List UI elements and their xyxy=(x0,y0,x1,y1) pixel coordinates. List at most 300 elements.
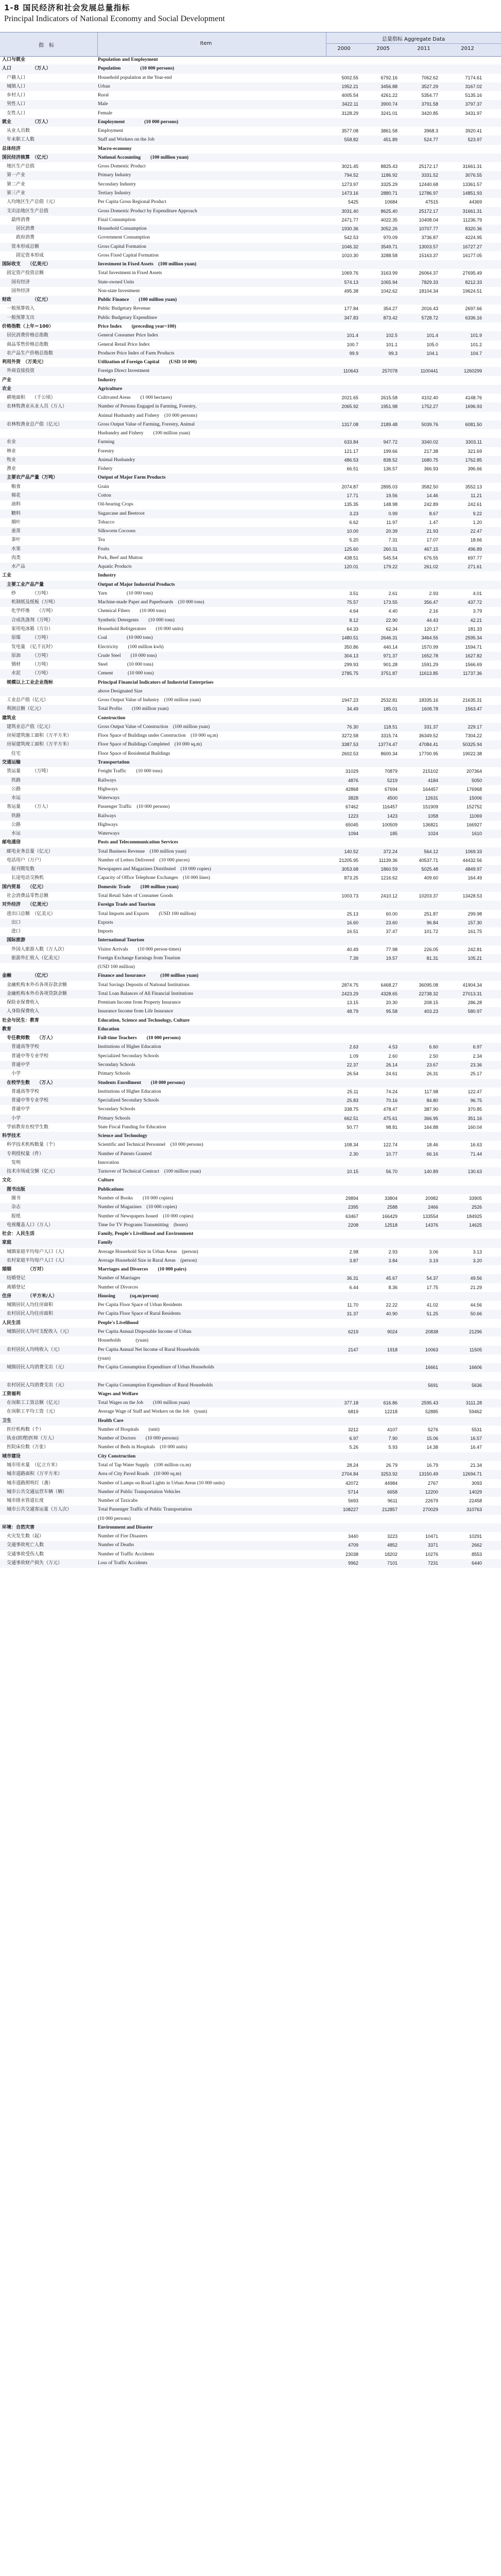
table-row xyxy=(0,1114,501,1123)
value-cell: 331.37 xyxy=(424,724,438,730)
table-row xyxy=(0,1310,501,1318)
table-row xyxy=(0,438,501,447)
indicator-en: Wages and Welfare xyxy=(98,1391,139,1397)
indicator-en: (USD 100 million) xyxy=(98,964,135,970)
section-row xyxy=(0,118,501,127)
value-cell: 176968 xyxy=(466,786,482,792)
indicator-en: Grain xyxy=(98,484,109,489)
indicator-cn: 金融机构本外币各项存款余额 xyxy=(2,982,67,988)
table-row xyxy=(0,135,501,144)
value-cell: 9.22 xyxy=(473,511,482,516)
indicator-cn: 农林牧渔业从业人员（万人） xyxy=(2,404,67,410)
value-cell: 3.51 xyxy=(349,590,358,596)
indicator-en: Railways xyxy=(98,777,116,783)
value-cell: 3021.45 xyxy=(341,164,358,170)
value-cell: 14.46 xyxy=(426,493,438,499)
value-cell: 2602.53 xyxy=(341,751,358,756)
value-cell: 26.79 xyxy=(386,1462,398,1468)
value-cell: 3422.11 xyxy=(342,101,358,107)
section-row xyxy=(0,679,501,687)
value-cell: 0.99 xyxy=(388,511,398,516)
indicator-cn: 蚕茧 xyxy=(2,529,21,534)
indicator-en: (yuan) xyxy=(98,1355,111,1361)
value-cell: 3167.02 xyxy=(465,83,482,89)
indicator-en: Staff and Workers on the Job xyxy=(98,137,154,143)
section-row xyxy=(0,1239,501,1247)
indicator-en: Exports xyxy=(98,920,113,925)
value-cell: 11.70 xyxy=(347,1302,358,1308)
value-cell: 27013.31 xyxy=(462,991,482,996)
value-cell: 122.47 xyxy=(468,1089,482,1094)
table-row xyxy=(0,634,501,642)
table-row xyxy=(0,705,501,714)
value-cell: 366.93 xyxy=(424,466,438,472)
indicator-en: Number of Persons Engaged in Farming, Forestry, xyxy=(98,404,197,410)
header-indicator: 指 标 xyxy=(39,43,54,48)
value-cell: 558.82 xyxy=(344,137,358,143)
table-row xyxy=(0,456,501,465)
table-row xyxy=(0,1248,501,1257)
value-cell: 99.3 xyxy=(388,350,398,356)
value-cell: 62.34 xyxy=(386,626,398,632)
table-row xyxy=(0,1434,501,1443)
value-cell: 41.02 xyxy=(426,1302,438,1308)
table-row xyxy=(0,776,501,785)
indicator-cn: 国外经济 xyxy=(2,288,30,294)
indicator-en: Average Household Size in Rural Areas (person) xyxy=(98,1258,197,1263)
indicator-en: Final Consumption xyxy=(98,217,136,223)
value-cell: 10291 xyxy=(469,1534,482,1539)
indicator-cn: 邮电通信 xyxy=(2,840,21,845)
value-cell: 11236.79 xyxy=(463,217,482,223)
table-row xyxy=(0,331,501,340)
value-cell: 10063 xyxy=(425,1347,438,1352)
value-cell: 26.14 xyxy=(386,1062,398,1068)
value-cell: 33905 xyxy=(469,1196,482,1201)
table-row xyxy=(0,510,501,518)
value-cell: 16.57 xyxy=(470,1436,482,1442)
value-cell: 838.52 xyxy=(383,457,398,463)
indicator-cn: 固定资本形成 xyxy=(2,252,44,258)
value-cell: 5002.55 xyxy=(341,75,358,80)
table-row xyxy=(0,1363,501,1372)
indicator-en: Railways xyxy=(98,813,116,819)
value-cell: 40.49 xyxy=(347,946,358,952)
indicator-en: Households (yuan) xyxy=(98,1338,149,1344)
value-cell: 22738.32 xyxy=(419,991,438,996)
value-cell: 370.85 xyxy=(468,1107,482,1112)
indicator-cn: 建筑业 xyxy=(2,715,16,721)
value-cell: 5.26 xyxy=(349,1445,358,1450)
value-cell: 12694.71 xyxy=(462,1471,482,1477)
indicator-en: Output of Major Industrial Products xyxy=(98,582,175,587)
section-row xyxy=(0,901,501,909)
value-cell: 18.66 xyxy=(470,537,482,543)
value-cell: 125.60 xyxy=(344,546,358,552)
value-cell: 1065.94 xyxy=(381,279,398,285)
value-cell: 8320.36 xyxy=(465,226,482,232)
value-cell: 242.61 xyxy=(468,502,482,507)
section-row xyxy=(0,1176,501,1185)
indicator-en: Number of Lamps on Road Lights in Urban Areas (10 000 units) xyxy=(98,1480,225,1486)
value-cell: 16.79 xyxy=(426,1462,438,1468)
value-cell: 2471.77 xyxy=(341,217,358,223)
indicator-cn: 农业 xyxy=(2,386,12,392)
value-cell: 118.51 xyxy=(384,724,398,730)
indicator-en: Coal (10 000 tons) xyxy=(98,635,153,641)
value-cell: 1010.30 xyxy=(341,252,358,258)
value-cell: 22679 xyxy=(425,1498,438,1504)
indicator-en: Per Capita Annual Net Income of Rural Households xyxy=(98,1347,200,1352)
indicator-en: Population and Employment xyxy=(98,57,158,62)
value-cell: 31661.31 xyxy=(462,208,482,214)
value-cell: 437.72 xyxy=(468,600,482,605)
value-cell: 14029 xyxy=(469,1489,482,1495)
value-cell: 270029 xyxy=(422,1507,438,1513)
value-cell: 5636 xyxy=(471,1382,482,1388)
value-cell: 4005.54 xyxy=(341,93,358,98)
value-cell: 4224.95 xyxy=(465,235,482,241)
value-cell: 387.90 xyxy=(424,1107,438,1112)
indicator-cn: 杂志 xyxy=(2,1205,21,1210)
value-cell: 3968.3 xyxy=(424,128,438,134)
indicator-cn: 水果 xyxy=(2,546,21,552)
value-cell: 3331.52 xyxy=(421,173,438,178)
section-row xyxy=(0,154,501,162)
value-cell: 3340.02 xyxy=(421,439,438,445)
value-cell: 2704.84 xyxy=(341,1471,358,1477)
value-cell: 1951.98 xyxy=(381,404,398,410)
table-row xyxy=(0,1381,501,1390)
table-row xyxy=(0,998,501,1007)
value-cell: 11.21 xyxy=(471,493,482,499)
table-row xyxy=(0,794,501,803)
value-cell: 3791.58 xyxy=(421,101,438,107)
value-cell: 101.2 xyxy=(470,342,482,347)
indicator-cn: 国内贸易 （亿元） xyxy=(2,884,46,890)
value-cell: 20982 xyxy=(425,1196,438,1201)
table-row xyxy=(0,1105,501,1114)
value-cell: 351.16 xyxy=(468,1115,482,1121)
section-row xyxy=(0,56,501,64)
indicator-cn: 油料 xyxy=(2,502,21,507)
value-cell: 181.33 xyxy=(468,626,482,632)
indicator-en: Foreign Direct Investment xyxy=(98,368,150,374)
value-cell: 16.60 xyxy=(347,920,358,925)
value-cell: 523.97 xyxy=(468,137,482,143)
value-cell: 22.47 xyxy=(470,529,482,534)
value-cell: 5693 xyxy=(348,1498,358,1504)
indicator-cn: 农村居民人均消费支出（元） xyxy=(2,1382,67,1388)
value-cell: 99.9 xyxy=(349,350,358,356)
value-cell: 23.60 xyxy=(386,920,398,925)
table-row xyxy=(0,287,501,296)
value-cell: 40.90 xyxy=(386,1311,398,1317)
section-row xyxy=(0,1132,501,1141)
value-cell: 1952.21 xyxy=(341,83,358,89)
value-cell: 5728.72 xyxy=(421,315,438,320)
value-cell: 26.54 xyxy=(347,1071,358,1077)
value-cell: 3.20 xyxy=(473,1258,482,1263)
indicator-en: Newspapers and Magazines Distributed (10 000 copies) xyxy=(98,867,211,872)
indicator-cn: 农村居民人均纯收入（元） xyxy=(2,1347,63,1352)
indicator-cn: 第一产业 xyxy=(2,173,26,178)
value-cell: 84.80 xyxy=(426,1098,438,1104)
value-cell: 101.72 xyxy=(424,929,438,935)
value-cell: 486.53 xyxy=(344,457,358,463)
value-cell: 3163.99 xyxy=(381,270,398,276)
indicator-en: Transportation xyxy=(98,759,130,765)
indicator-en: Agriculture xyxy=(98,386,123,392)
table-row xyxy=(0,598,501,607)
value-cell: 6.97 xyxy=(473,1044,482,1050)
table-row xyxy=(0,1061,501,1070)
indicator-cn: 城市道路面积（万平方米） xyxy=(2,1471,63,1477)
indicator-en: Freight Traffic (10 000 tons) xyxy=(98,769,163,774)
indicator-cn: 发电量 （亿千瓦时） xyxy=(2,644,56,650)
indicator-en: Number of Public Transportation Vehicles xyxy=(98,1489,181,1495)
page-title-block xyxy=(4,2,497,24)
value-cell: 42072 xyxy=(345,1480,358,1486)
value-cell: 7231 xyxy=(427,1560,438,1566)
value-cell: 65045 xyxy=(345,822,358,827)
indicator-en: Public Budgetary Expenditure xyxy=(98,315,158,320)
table-row xyxy=(0,563,501,571)
indicator-en: Posts and Telecommunication Services xyxy=(98,840,178,845)
table-row xyxy=(0,243,501,251)
value-cell: 580.97 xyxy=(468,1009,482,1014)
indicator-en: National Accounting (100 million yuan) xyxy=(98,155,189,160)
table-row xyxy=(0,910,501,919)
indicator-cn: 教育 xyxy=(2,1026,12,1032)
table-row xyxy=(0,803,501,811)
indicator-en: Foreign Exchange Earnings from Tourism xyxy=(98,955,181,961)
indicator-cn: 农林牧渔业总产值（亿元） xyxy=(2,421,63,427)
value-cell: 1273.97 xyxy=(341,181,358,187)
value-cell: 467.15 xyxy=(424,546,438,552)
value-cell: 2615.58 xyxy=(381,395,398,401)
indicator-en: Per Capita Consumption Expenditure of Rural Households xyxy=(98,1382,213,1388)
table-row xyxy=(0,927,501,936)
indicator-cn: 交通事故财产损失（万元） xyxy=(2,1560,63,1566)
indicator-en: Husbandry and Fishery (100 million yuan) xyxy=(98,431,190,436)
value-cell: 5425 xyxy=(348,199,358,205)
indicator-en: Gross Domestic Product xyxy=(98,164,146,170)
value-cell: 2410.12 xyxy=(381,893,398,899)
value-cell: 177.84 xyxy=(344,306,358,312)
indicator-en: Steel (10 000 tons) xyxy=(98,662,153,668)
value-cell: 8625.40 xyxy=(381,208,398,214)
table-row xyxy=(0,74,501,82)
indicator-cn: 图书出版 xyxy=(2,1187,26,1192)
value-cell: 873.42 xyxy=(383,315,398,320)
table-row xyxy=(0,545,501,554)
indicator-en: Tobacco xyxy=(98,519,115,525)
indicator-en: Pork, Beef and Mutton xyxy=(98,555,143,561)
table-row xyxy=(0,1505,501,1514)
table-row xyxy=(0,990,501,998)
value-cell: 152752 xyxy=(466,804,482,810)
value-cell: 13774.47 xyxy=(378,742,398,748)
indicator-cn: 城市用水量 （亿立方米） xyxy=(2,1462,60,1468)
indicator-cn: 发明 xyxy=(2,1160,21,1165)
table-row xyxy=(0,660,501,669)
value-cell: 36349.52 xyxy=(419,733,438,739)
value-cell: 22458 xyxy=(469,1498,482,1504)
value-cell: 1058 xyxy=(427,813,438,819)
value-cell: 18335.16 xyxy=(419,698,438,703)
value-cell: 10.00 xyxy=(347,529,358,534)
indicator-cn: 城市道路照明灯（盏） xyxy=(2,1480,54,1486)
value-cell: 5.20 xyxy=(349,537,358,543)
table-row xyxy=(0,1426,501,1434)
value-cell: 1.47 xyxy=(429,519,438,525)
table-row xyxy=(0,447,501,456)
table-row xyxy=(0,233,501,242)
value-cell: 2646.31 xyxy=(381,635,398,641)
header-year: 2000 xyxy=(337,46,351,52)
indicator-cn: 人身险保费收入 xyxy=(2,1009,40,1014)
page-subtitle: Principal Indicators of National Economy and Social Development xyxy=(4,14,225,23)
indicator-cn: 一般预算支出 xyxy=(2,315,35,320)
indicator-cn: 环境：自然灾害 xyxy=(2,1524,35,1530)
indicator-en: Loss of Traffic Accidents xyxy=(98,1560,148,1566)
value-cell: 66.16 xyxy=(426,1151,438,1157)
indicator-en: Gross Output Value of Farming, Forestry, Animal xyxy=(98,421,195,427)
indicator-cn: 电话用户（万户） xyxy=(2,857,44,863)
value-cell: 37.47 xyxy=(386,929,398,935)
indicator-en: Gross Output Value of Construction (100 million yuan) xyxy=(98,724,210,730)
indicator-en: Marriages and Divorces (10 000 pairs) xyxy=(98,1267,186,1273)
value-cell: 66.51 xyxy=(347,466,358,472)
value-cell: 3527.29 xyxy=(421,83,438,89)
value-cell: 3861.58 xyxy=(381,128,398,134)
indicator-en: Full-time Teachers (10 000 persons) xyxy=(98,1036,181,1041)
value-cell: 1003.73 xyxy=(341,893,358,899)
value-cell: 207364 xyxy=(466,769,482,774)
section-row xyxy=(0,1079,501,1088)
indicator-cn: 报刊期发数 xyxy=(2,867,35,872)
value-cell: 74.24 xyxy=(386,1089,398,1094)
value-cell: 2880.71 xyxy=(381,190,398,196)
value-cell: 27695.49 xyxy=(462,270,482,276)
value-cell: 26064.37 xyxy=(419,270,438,276)
value-cell: 4184 xyxy=(427,777,438,783)
value-cell: 3431.97 xyxy=(465,110,482,116)
indicator-en: Average Household Size in Urban Areas (person) xyxy=(98,1249,198,1255)
value-cell: 3315.74 xyxy=(381,733,398,739)
indicator-en: Number of Fire Disasters xyxy=(98,1534,148,1539)
value-cell: 1563.47 xyxy=(465,706,482,712)
value-cell: 135.35 xyxy=(344,502,358,507)
value-cell: 3549.71 xyxy=(381,244,398,249)
value-cell: 15006 xyxy=(469,795,482,801)
value-cell: 12200 xyxy=(425,1489,438,1495)
table-row xyxy=(0,625,501,634)
indicator-en: Female xyxy=(98,110,112,116)
table-row xyxy=(0,1336,501,1345)
table-row xyxy=(0,1043,501,1052)
value-cell: 3920.41 xyxy=(465,128,482,134)
value-cell: 2595.43 xyxy=(421,1400,438,1406)
value-cell: 947.72 xyxy=(383,439,398,445)
indicator-cn: 铁路 xyxy=(2,813,21,819)
indicator-cn: 城镇人口 xyxy=(2,83,26,89)
value-cell: 18202 xyxy=(384,1551,398,1557)
indicator-cn: 专利授权量（件） xyxy=(2,1151,44,1157)
value-cell: 3.06 xyxy=(429,1249,438,1255)
value-cell: 10.15 xyxy=(347,1169,358,1175)
value-cell: 3212 xyxy=(348,1427,358,1432)
value-cell: 13003.57 xyxy=(419,244,438,249)
value-cell: 2.34 xyxy=(473,1053,482,1059)
section-row xyxy=(0,1025,501,1034)
header-year: 2011 xyxy=(417,46,430,52)
value-cell: 4709 xyxy=(348,1543,358,1548)
value-cell: 3900.74 xyxy=(381,101,398,107)
value-cell: 116457 xyxy=(382,804,398,810)
value-cell: 185.01 xyxy=(383,706,398,712)
table-row xyxy=(0,1212,501,1221)
value-cell: 1608.78 xyxy=(421,706,438,712)
indicator-cn: 客运量 （万人） xyxy=(2,804,51,810)
indicator-en: Area of City Paved Roads (10 000 sq.m) xyxy=(98,1471,181,1477)
indicator-en: Per Capita Gross Regional Product xyxy=(98,199,166,205)
value-cell: 48.79 xyxy=(347,1009,358,1014)
indicator-cn: 城镇居民人均住房面积 xyxy=(2,1302,54,1308)
value-cell: 226.05 xyxy=(424,946,438,952)
value-cell: 16727.27 xyxy=(462,244,482,249)
indicator-cn: 主要农产品产量（万吨） xyxy=(2,475,58,481)
value-cell: 475.61 xyxy=(383,1115,398,1121)
indicator-cn: 一般预算收入 xyxy=(2,306,35,312)
table-row xyxy=(0,1461,501,1470)
value-cell: 8.67 xyxy=(429,511,438,516)
table-row xyxy=(0,127,501,135)
value-cell: 372.24 xyxy=(383,849,398,854)
value-cell: 217.38 xyxy=(424,448,438,454)
value-cell: 44.43 xyxy=(426,617,438,623)
indicator-cn: 在岗职工平均工资（元） xyxy=(2,1409,58,1415)
value-cell: 173.55 xyxy=(383,600,398,605)
table-row xyxy=(0,180,501,189)
value-cell: 6.44 xyxy=(349,1284,358,1290)
value-cell: 271.61 xyxy=(468,564,482,570)
section-row xyxy=(0,1452,501,1461)
indicator-en: Secondary Schools xyxy=(98,1107,135,1112)
value-cell: 12218 xyxy=(384,1409,398,1415)
value-cell: 366.95 xyxy=(424,1115,438,1121)
value-cell: 3577.08 xyxy=(341,128,358,134)
value-cell: 50325.94 xyxy=(462,742,482,748)
value-cell: 356.47 xyxy=(424,600,438,605)
indicator-cn: 普通中等专业学校 xyxy=(2,1098,49,1104)
indicator-cn: 货运量 （万吨） xyxy=(2,769,51,774)
section-row xyxy=(0,145,501,154)
value-cell: 13.15 xyxy=(347,1000,358,1006)
table-row xyxy=(0,892,501,901)
value-cell: 440.14 xyxy=(383,644,398,650)
value-cell: 3582.50 xyxy=(421,484,438,489)
value-cell: 10203.37 xyxy=(419,893,438,899)
indicator-en: Number of Beds in Hospitals (10 000 units) xyxy=(98,1445,187,1450)
value-cell: 96.84 xyxy=(426,920,438,925)
table-row xyxy=(0,963,501,972)
table-row xyxy=(0,740,501,749)
indicator-cn: 普通中等专业学校 xyxy=(2,1053,49,1059)
value-cell: 794.52 xyxy=(344,173,358,178)
table-row xyxy=(0,225,501,233)
